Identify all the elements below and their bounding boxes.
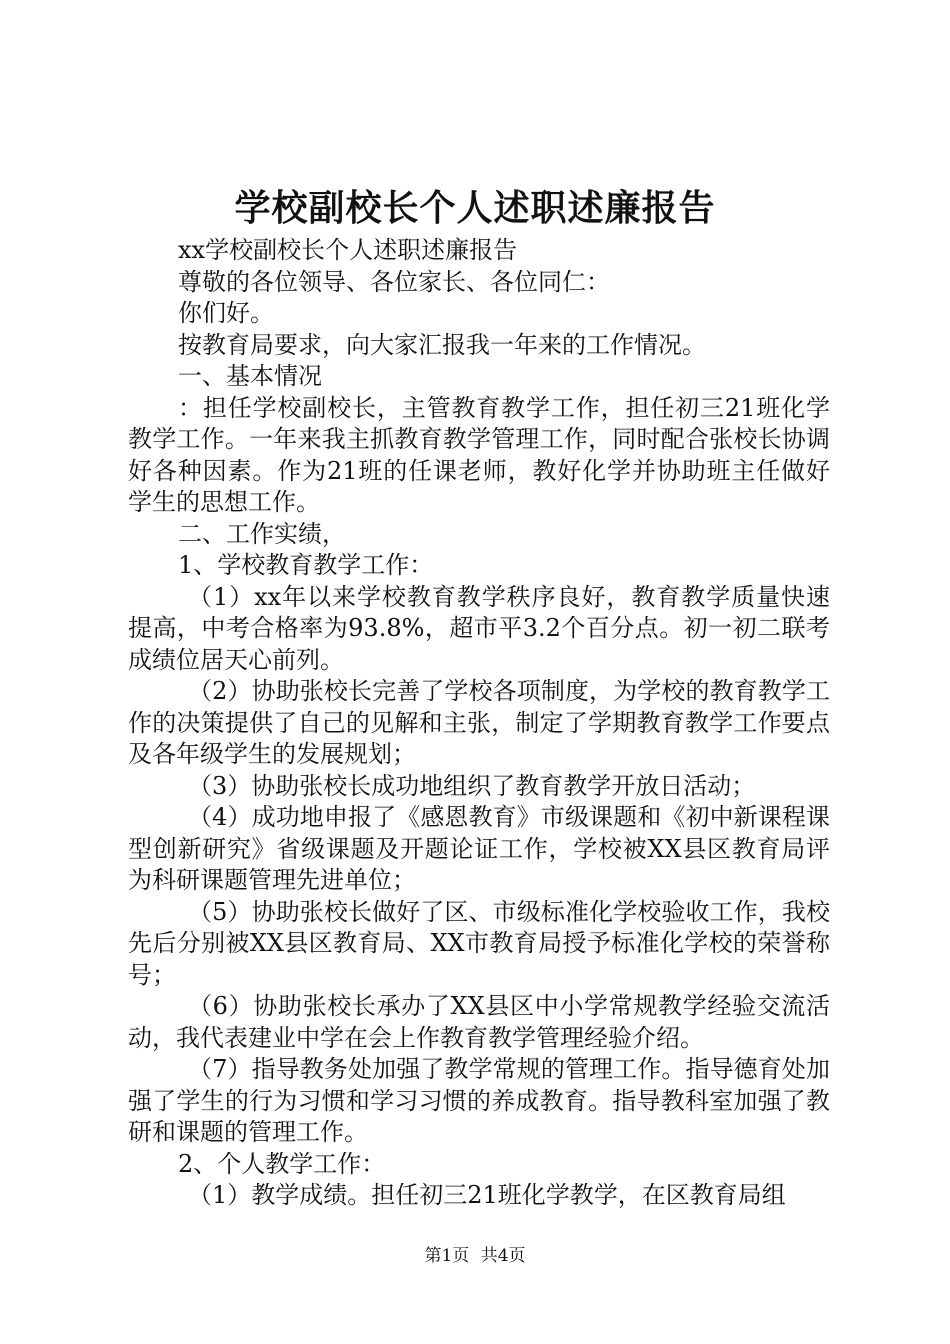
page-footer	[0, 1244, 950, 1268]
list-item-3: （3）协助张校长成功地组织了教育教学开放日活动；	[188, 771, 756, 800]
page-title: 学校副校长个人述职述廉报告	[234, 187, 716, 229]
paragraph-intro: 按教育局要求，向大家汇报我一年来的工作情况。	[178, 330, 706, 359]
subsection-heading-school-work: 1、学校教育教学工作：	[178, 551, 434, 579]
list-item-6: （6）协助张校长承办了XX县区中小学常规教学经验交流活动，我代表建业中学在会上作教育教学管理经验介绍。	[128, 992, 830, 1052]
section-heading-achievements: 二、工作实绩，	[178, 519, 346, 548]
paragraph-greeting: 你们好。	[178, 299, 274, 327]
section-heading-basic-info: 一、基本情况	[178, 362, 322, 390]
page-total: 共4页	[480, 1246, 526, 1266]
paragraph-basic-info: ：担任学校副校长，主管教育教学工作，担任初三21班化学教学工作。一年来我主抓教育教学管理工作，同时配合张校长协调好各种因素。作为21班的任课老师，教好化学并协助班主任做好学生的思想工作。	[128, 393, 830, 516]
list-item-2: （2）协助张校长完善了学校各项制度，为学校的教育教学工作的决策提供了自己的见解和主张，制定了学期教育教学工作要点及各年级学生的发展规划；	[128, 677, 830, 768]
page-number: 第1页	[424, 1246, 470, 1266]
subsection-heading-personal-teaching: 2、个人教学工作：	[178, 1149, 386, 1178]
list-item-1: （1）xx年以来学校教育教学秩序良好，教育教学质量快速提高，中考合格率为93.8%，超市平3.2个百分点。初一初二联考成绩位居天心前列。	[128, 582, 830, 674]
list-item-7: （7）指导教务处加强了教学常规的管理工作。指导德育处加强了学生的行为习惯和学习习惯的养成教育。指导教科室加强了教研和课题的管理工作。	[128, 1055, 830, 1146]
document-body	[128, 235, 830, 1212]
paragraph-doc-heading: xx学校副校长个人述职述廉报告	[178, 236, 518, 264]
list-item-5: （5）协助张校长做好了区、市级标准化学校验收工作，我校先后分别被XX县区教育局、XX市教育局授予标准化学校的荣誉称号；	[128, 897, 830, 989]
list-item-4: （4）成功地申报了《感恩教育》市级课题和《初中新课程课型创新研究》省级课题及开题论证工作，学校被XX县区教育局评为科研课题管理先进单位；	[128, 803, 830, 894]
list-item-teaching-1: （1）教学成绩。担任初三21班化学教学，在区教育局组	[188, 1181, 786, 1209]
paragraph-salutation: 尊敬的各位领导、各位家长、各位同仁：	[178, 267, 610, 296]
